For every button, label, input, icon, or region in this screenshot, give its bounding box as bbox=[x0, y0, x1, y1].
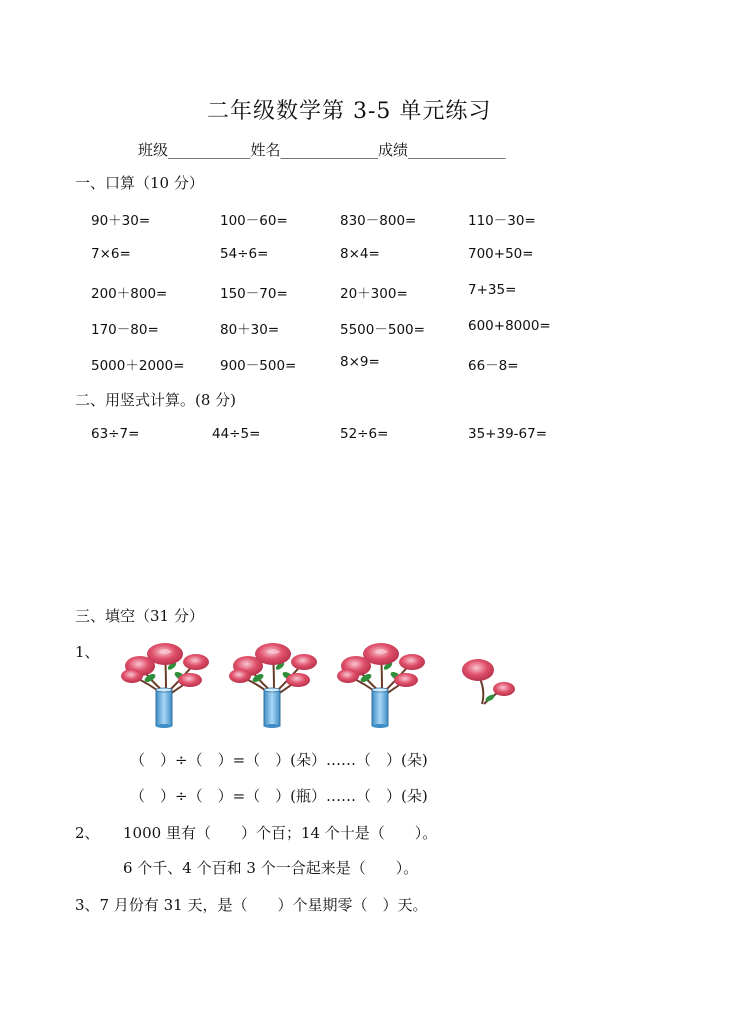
oral-calc-item: 110－30= bbox=[468, 213, 536, 229]
loose-roses bbox=[462, 659, 515, 704]
oral-calc-item: 5000＋2000= bbox=[91, 358, 185, 374]
oral-calc-item: 80＋30= bbox=[220, 322, 280, 338]
q2-line-1: 1000 里有（ ）个百；14 个十是（ ）。 bbox=[123, 824, 438, 842]
oral-calc-item: 8×9= bbox=[340, 354, 380, 370]
vertical-calc-item: 63÷7= bbox=[91, 426, 140, 442]
vertical-calc-item: 52÷6= bbox=[340, 426, 389, 442]
score-blank[interactable]: _____________ bbox=[408, 141, 506, 159]
name-blank[interactable]: _____________ bbox=[280, 141, 379, 159]
oral-calc-item: 830－800= bbox=[340, 213, 417, 229]
flower-vases-image bbox=[110, 640, 530, 732]
section-1-heading: 一、口算（10 分） bbox=[75, 174, 204, 192]
oral-calc-item: 600+8000= bbox=[468, 318, 551, 334]
oral-calc-item: 170－80= bbox=[91, 322, 159, 338]
oral-calc-item: 150－70= bbox=[220, 286, 288, 302]
class-label: 班级 bbox=[138, 141, 169, 159]
q3-line: 3、7 月份有 31 天，是（ ）个星期零（ ）天。 bbox=[75, 896, 428, 914]
section-2-heading: 二、用竖式计算。(8 分) bbox=[75, 391, 237, 409]
section-3-heading: 三、填空（31 分） bbox=[75, 607, 204, 625]
oral-calc-item: 900－500= bbox=[220, 358, 297, 374]
oral-calc-item: 66－8= bbox=[468, 358, 519, 374]
oral-calc-item: 8×4= bbox=[340, 246, 380, 262]
oral-calc-item: 100－60= bbox=[220, 213, 288, 229]
q2-label: 2、 bbox=[75, 824, 100, 842]
vertical-calc-item: 35+39-67= bbox=[468, 426, 548, 442]
oral-calc-item: 20＋300= bbox=[340, 286, 408, 302]
info-line bbox=[138, 139, 506, 160]
vase-with-roses bbox=[337, 643, 425, 728]
oral-calc-item: 7+35= bbox=[468, 282, 517, 298]
score-label: 成绩 bbox=[378, 141, 409, 159]
oral-calc-item: 700+50= bbox=[468, 246, 534, 262]
vertical-calc-item: 44÷5= bbox=[212, 426, 261, 442]
name-label: 姓名 bbox=[250, 141, 281, 159]
q2-line-2: 6 个千、4 个百和 3 个一合起来是（ ）。 bbox=[123, 859, 419, 877]
oral-calc-item: 90＋30= bbox=[91, 213, 151, 229]
oral-calc-item: 7×6= bbox=[91, 246, 131, 262]
flower-vases-illustration bbox=[110, 640, 530, 732]
oral-calc-item: 54÷6= bbox=[220, 246, 269, 262]
oral-calc-item: 5500－500= bbox=[340, 322, 425, 338]
class-blank[interactable]: ___________ bbox=[168, 141, 251, 159]
q1-line-1: （ ）÷（ ）=（ ）(朵）……（ ）(朵) bbox=[130, 751, 428, 769]
q1-line-2: （ ）÷（ ）=（ ）(瓶）……（ ）(朵) bbox=[130, 787, 428, 805]
vase-with-roses bbox=[121, 643, 209, 728]
page-title: 二年级数学第 3-5 单元练习 bbox=[207, 99, 492, 124]
oral-calc-item: 200＋800= bbox=[91, 286, 168, 302]
vase-with-roses bbox=[229, 643, 317, 728]
q1-label: 1、 bbox=[75, 643, 100, 661]
